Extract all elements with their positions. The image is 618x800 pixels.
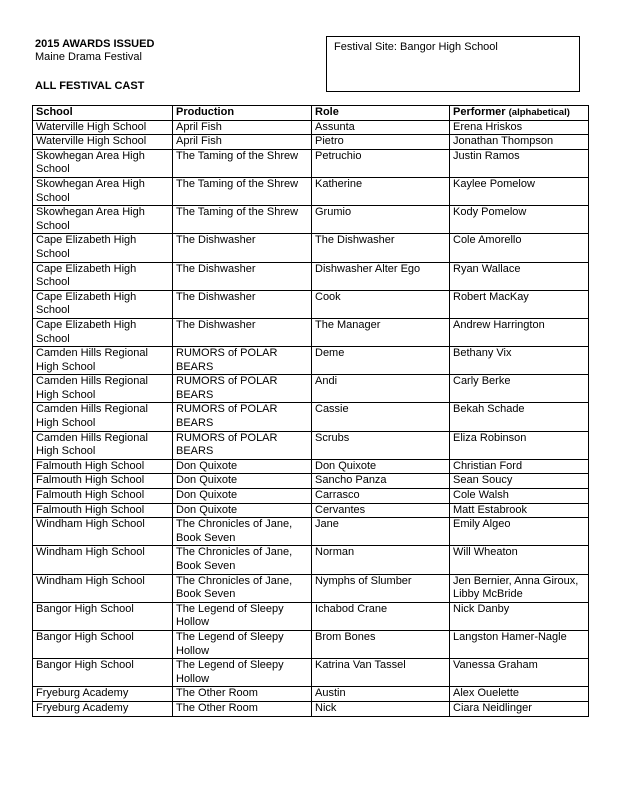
production-cell: Don Quixote [173, 489, 312, 504]
performer-header-label: Performer [453, 106, 506, 118]
role-cell: Deme [312, 347, 450, 375]
school-cell: Skowhegan Area High School [33, 177, 173, 205]
performer-cell: Eliza Robinson [450, 431, 589, 459]
performer-cell: Nick Danby [450, 602, 589, 630]
production-cell: Don Quixote [173, 503, 312, 518]
table-row [33, 177, 589, 205]
school-cell: Windham High School [33, 518, 173, 546]
production-cell: RUMORS of POLAR BEARS [173, 347, 312, 375]
table-row [33, 206, 589, 234]
role-cell: Austin [312, 687, 450, 702]
festival-site-text: Festival Site: Bangor High School [334, 41, 498, 53]
table-row [33, 701, 589, 716]
role-cell: Brom Bones [312, 630, 450, 658]
performer-cell: Andrew Harrington [450, 318, 589, 346]
table-row [33, 459, 589, 474]
production-cell: The Dishwasher [173, 318, 312, 346]
school-cell: Cape Elizabeth High School [33, 234, 173, 262]
performer-cell: Erena Hriskos [450, 120, 589, 135]
table-row [33, 403, 589, 431]
role-cell: Cassie [312, 403, 450, 431]
table-row [33, 659, 589, 687]
table-row [33, 120, 589, 135]
production-cell: The Taming of the Shrew [173, 149, 312, 177]
table-row [33, 574, 589, 602]
table-row [33, 347, 589, 375]
column-header-performer [450, 106, 589, 121]
role-cell: Katrina Van Tassel [312, 659, 450, 687]
table-row [33, 503, 589, 518]
role-cell: Norman [312, 546, 450, 574]
school-cell: Falmouth High School [33, 474, 173, 489]
table-row [33, 489, 589, 504]
school-cell: Camden Hills Regional High School [33, 431, 173, 459]
section-heading: ALL FESTIVAL CAST [35, 80, 145, 92]
production-cell: The Dishwasher [173, 290, 312, 318]
role-cell: Nymphs of Slumber [312, 574, 450, 602]
school-cell: Bangor High School [33, 659, 173, 687]
performer-cell: Kody Pomelow [450, 206, 589, 234]
performer-cell: Langston Hamer-Nagle [450, 630, 589, 658]
role-cell: Cervantes [312, 503, 450, 518]
cast-table-body [33, 120, 589, 716]
table-row [33, 318, 589, 346]
table-row [33, 375, 589, 403]
school-cell: Waterville High School [33, 120, 173, 135]
performer-cell: Vanessa Graham [450, 659, 589, 687]
performer-cell: Kaylee Pomelow [450, 177, 589, 205]
table-row [33, 687, 589, 702]
performer-cell: Bekah Schade [450, 403, 589, 431]
school-cell: Skowhegan Area High School [33, 149, 173, 177]
production-cell: The Other Room [173, 687, 312, 702]
table-row [33, 431, 589, 459]
performer-cell: Emily Algeo [450, 518, 589, 546]
school-cell: Bangor High School [33, 630, 173, 658]
column-header-production: Production [173, 106, 312, 121]
school-cell: Fryeburg Academy [33, 687, 173, 702]
role-cell: Dishwasher Alter Ego [312, 262, 450, 290]
table-row [33, 234, 589, 262]
role-cell: Petruchio [312, 149, 450, 177]
school-cell: Fryeburg Academy [33, 701, 173, 716]
performer-cell: Cole Walsh [450, 489, 589, 504]
role-cell: Andi [312, 375, 450, 403]
table-header-row [33, 106, 589, 121]
production-cell: April Fish [173, 120, 312, 135]
table-row [33, 135, 589, 150]
school-cell: Bangor High School [33, 602, 173, 630]
table-row [33, 262, 589, 290]
performer-cell: Carly Berke [450, 375, 589, 403]
role-cell: Nick [312, 701, 450, 716]
performer-cell: Matt Estabrook [450, 503, 589, 518]
role-cell: Jane [312, 518, 450, 546]
school-cell: Cape Elizabeth High School [33, 262, 173, 290]
school-cell: Cape Elizabeth High School [33, 318, 173, 346]
performer-cell: Bethany Vix [450, 347, 589, 375]
performer-cell: Sean Soucy [450, 474, 589, 489]
production-cell: The Taming of the Shrew [173, 206, 312, 234]
school-cell: Skowhegan Area High School [33, 206, 173, 234]
performer-cell: Will Wheaton [450, 546, 589, 574]
production-cell: Don Quixote [173, 459, 312, 474]
production-cell: The Chronicles of Jane, Book Seven [173, 518, 312, 546]
role-cell: Cook [312, 290, 450, 318]
document-subtitle: Maine Drama Festival [35, 51, 142, 63]
performer-cell: Jen Bernier, Anna Giroux, Libby McBride [450, 574, 589, 602]
role-cell: The Manager [312, 318, 450, 346]
table-row [33, 630, 589, 658]
table-row [33, 149, 589, 177]
school-cell: Camden Hills Regional High School [33, 403, 173, 431]
role-cell: Grumio [312, 206, 450, 234]
column-header-school: School [33, 106, 173, 121]
performer-header-note: (alphabetical) [508, 107, 570, 118]
production-cell: RUMORS of POLAR BEARS [173, 375, 312, 403]
role-cell: Assunta [312, 120, 450, 135]
table-row [33, 546, 589, 574]
performer-cell: Christian Ford [450, 459, 589, 474]
production-cell: The Dishwasher [173, 262, 312, 290]
festival-site-box [326, 36, 580, 92]
school-cell: Waterville High School [33, 135, 173, 150]
production-cell: The Other Room [173, 701, 312, 716]
production-cell: The Chronicles of Jane, Book Seven [173, 546, 312, 574]
role-cell: Pietro [312, 135, 450, 150]
school-cell: Windham High School [33, 546, 173, 574]
performer-cell: Robert MacKay [450, 290, 589, 318]
production-cell: April Fish [173, 135, 312, 150]
document-title: 2015 AWARDS ISSUED [35, 38, 155, 50]
role-cell: Scrubs [312, 431, 450, 459]
role-cell: The Dishwasher [312, 234, 450, 262]
school-cell: Cape Elizabeth High School [33, 290, 173, 318]
role-cell: Ichabod Crane [312, 602, 450, 630]
performer-cell: Ciara Neidlinger [450, 701, 589, 716]
table-row [33, 290, 589, 318]
table-row [33, 474, 589, 489]
production-cell: Don Quixote [173, 474, 312, 489]
column-header-role: Role [312, 106, 450, 121]
school-cell: Falmouth High School [33, 459, 173, 474]
production-cell: The Chronicles of Jane, Book Seven [173, 574, 312, 602]
school-cell: Windham High School [33, 574, 173, 602]
school-cell: Falmouth High School [33, 503, 173, 518]
production-cell: The Legend of Sleepy Hollow [173, 602, 312, 630]
production-cell: The Dishwasher [173, 234, 312, 262]
performer-cell: Ryan Wallace [450, 262, 589, 290]
performer-cell: Justin Ramos [450, 149, 589, 177]
table-row [33, 602, 589, 630]
performer-cell: Alex Ouelette [450, 687, 589, 702]
table-row [33, 518, 589, 546]
cast-table [32, 105, 589, 717]
school-cell: Camden Hills Regional High School [33, 375, 173, 403]
performer-cell: Cole Amorello [450, 234, 589, 262]
role-cell: Sancho Panza [312, 474, 450, 489]
production-cell: The Taming of the Shrew [173, 177, 312, 205]
school-cell: Camden Hills Regional High School [33, 347, 173, 375]
role-cell: Don Quixote [312, 459, 450, 474]
performer-cell: Jonathan Thompson [450, 135, 589, 150]
role-cell: Katherine [312, 177, 450, 205]
role-cell: Carrasco [312, 489, 450, 504]
school-cell: Falmouth High School [33, 489, 173, 504]
production-cell: RUMORS of POLAR BEARS [173, 431, 312, 459]
production-cell: RUMORS of POLAR BEARS [173, 403, 312, 431]
production-cell: The Legend of Sleepy Hollow [173, 659, 312, 687]
production-cell: The Legend of Sleepy Hollow [173, 630, 312, 658]
